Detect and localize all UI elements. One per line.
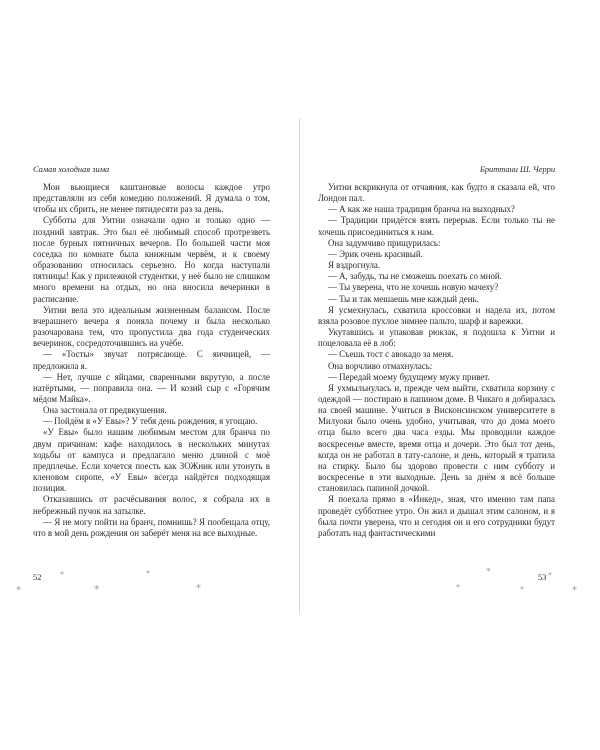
- paragraph: Отказавшись от расчёсывания волос, я собрала их в небрежный пучок на затылке.: [33, 494, 270, 516]
- right-page-number: 53: [538, 573, 547, 582]
- snowflake-icon: *: [572, 585, 577, 596]
- paragraph: Она задумчиво прищурилась:: [328, 237, 441, 248]
- right-running-head: Бриттани Ш. Черри: [479, 165, 555, 174]
- paragraph: — «Тосты» звучат потрясающе. С яичницей, — предложила я.: [33, 349, 270, 371]
- paragraph: Мои вьющиеся каштановые волосы каждое утро представляли из себя комедию положений. Я думала о том, чтобы их сбрить, не менее пятидесяти раз за день.: [33, 182, 270, 215]
- paragraph: — Эрик очень красивый.: [328, 248, 423, 259]
- right-page: [318, 164, 555, 539]
- paragraph: Уитни вскрикнула от отчаяния, как будто я сказала ей, что Лондон пал.: [318, 182, 555, 204]
- left-page-text: [33, 182, 270, 539]
- paragraph: Субботы для Уитни означали одно и только одно — поздний завтрак. Это был её любимый способ протрезветь после бурных пятничных вечеров. По большей части моя соседка по комнате была книжным червём, и к своему образованию относилась серьезно. Но когда наступали пятницы! Как у прилежной студентки, у неё было не слишком много времени на отдых, но она вносила вечеринки в расписание.: [33, 215, 270, 304]
- snowflake-icon: *: [548, 571, 552, 580]
- snowflake-icon: *: [16, 585, 21, 596]
- paragraph: — Нет, лучше с яйцами, сваренными вкрутую, а после натёртыми, — поправила она. — И козий сыр с «Горячим мёдом Майка».: [33, 371, 270, 404]
- paragraph: — Ты и так мешаешь мне каждый день.: [328, 293, 479, 304]
- paragraph: — Ты уверена, что не хочешь новую мачеху?: [328, 282, 499, 293]
- snowflake-icon: *: [520, 585, 524, 594]
- snowflake-icon: *: [60, 570, 64, 579]
- paragraph: — Традиции придётся взять перерыв. Если только ты не хочешь присоединиться к нам.: [318, 215, 555, 237]
- paragraph: — Пойдём в «У Евы»? У тебя день рождения, я угощаю.: [43, 416, 258, 427]
- paragraph: Я усмехнулась, схватила кроссовки и надела их, потом взяла розовое пухлое зимнее пальто, шарф и варежки.: [318, 304, 555, 326]
- snowflake-icon: *: [486, 567, 491, 577]
- paragraph: — Съешь тост с авокадо за меня.: [328, 349, 454, 360]
- snowflake-icon: *: [146, 569, 150, 578]
- paragraph: — Я не могу пойти на бранч, помнишь? Я пообещала отцу, что в мой день рождения он заберёт меня на все выходные.: [33, 516, 270, 538]
- paragraph: Уитни вела это идеальным жизненным балансом. После вчерашнего вечера я поняла почему и была несколько разочарована тем, что пропустила два года студенческих вечеринок, сосредоточившись на учёбе.: [33, 304, 270, 349]
- right-page-text: [318, 182, 555, 539]
- paragraph: Я ухмыльнулась и, прежде чем выйти, схватила корзину с одеждой — постираю в папином доме. В Чикаго я добиралась на своей машине. Учиться в Висконсинском университете в Милуоки было очень удобно, учитывая, что до дома моего отца было всего два часа езды. Мы проводили каждое воскресенье вместе, время отца и дочери. Это был тот день, когда он не работал в тату-салоне, и день, который я тратила на стирку. Было бы здорово провести с ним субботу и воскресенье в эти выходные. День за днём я всё больше становилась папиной дочкой.: [318, 382, 555, 494]
- paragraph: Укутавшись и упаковав рюкзак, я подошла к Уитни и поцеловала её в лоб:: [318, 327, 555, 349]
- snowflake-icon: *: [456, 583, 460, 592]
- left-running-head: Самая холодная зима: [33, 165, 110, 174]
- paragraph: — А как же наша традиция бранча на выходных?: [328, 204, 515, 215]
- page-gutter: [299, 118, 300, 613]
- snowflake-decoration: [0, 560, 600, 620]
- paragraph: — Передай моему будущему мужу привет.: [328, 371, 490, 382]
- left-page-number: 52: [33, 573, 42, 582]
- paragraph: «У Евы» было нашим любимым местом для бранча по двум причинам: кафе находилось в нескольких минутах ходьбы от кампуса и предлагало меню длиной с моё предплечье. Если хочется поесть как ЗОЖник или утонуть в кленовом сиропе, «У Евы» всегда найдётся подходящая позиция.: [33, 427, 270, 494]
- paragraph: Она застонала от предвкушения.: [43, 405, 167, 416]
- paragraph: Я вздрогнула.: [328, 260, 381, 271]
- paragraph: Я поехала прямо в «Инкед», зная, что именно там папа проведёт субботнее утро. Он жил и дышал этим салоном, и я была почти уверена, что и сегодня он и его сотрудники будут работать над фантастическими: [318, 494, 555, 538]
- paragraph: Она ворчливо отмахнулась:: [328, 360, 433, 371]
- left-page: [33, 164, 270, 539]
- snowflake-icon: *: [94, 583, 100, 596]
- paragraph: — А, забудь, ты не сможешь поехать со мной.: [328, 271, 502, 282]
- snowflake-icon: *: [196, 583, 201, 594]
